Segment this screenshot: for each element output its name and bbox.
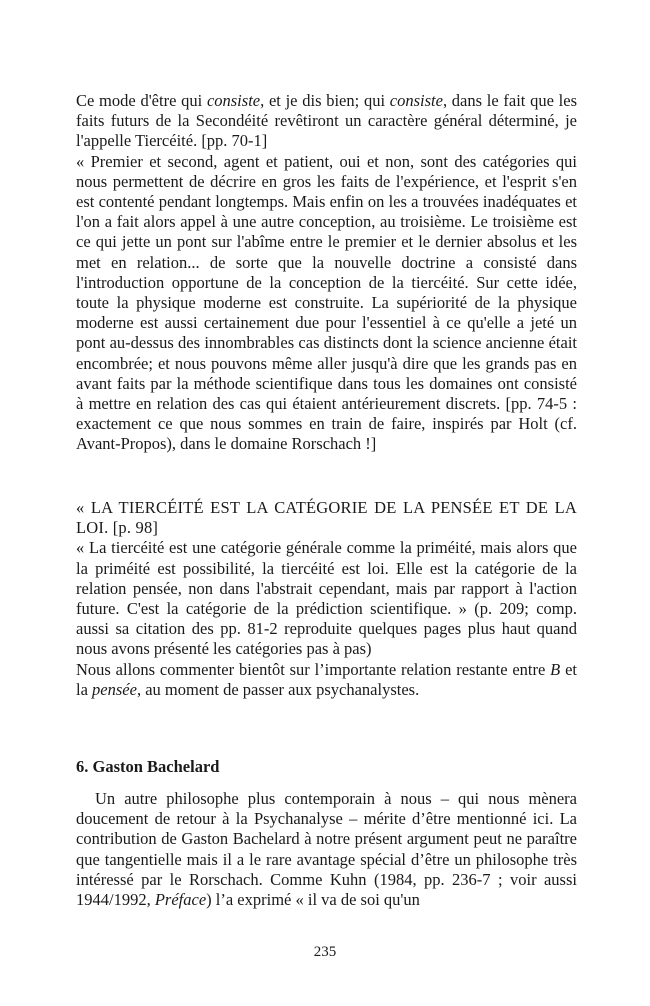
paragraph-tierceite-definition	[76, 91, 577, 152]
emphasis: consiste	[206, 91, 261, 110]
text-run: ) l’a exprimé « il va de soi qu'un	[206, 890, 420, 910]
text-run: , et je dis bien; qui	[260, 91, 390, 110]
paragraph-tierceite-generale: « La tiercéité est une catégorie générale comme la priméité, mais alors que la priméité est possibilité, la tiercéité est loi. Elle est la catégorie de la relation pensée, non dans l'abstrait cependant, mais par rapport à l'action future. C'est la catégorie de la prédiction scientifique. » (p. 209; comp. aussi sa citation des pp. 81-2 reproduite quelques pages plus haut quand nous avons présenté les catégories pas à pas)	[76, 538, 577, 659]
text-run: et la	[76, 659, 577, 699]
paragraph-premier-second: « Premier et second, agent et patient, oui et non, sont des catégories qui nous permettent de décrire en gros les faits de l'expérience, et l'esprit s'en est contenté pendant longtemps. Mais enfin on les a trouvées inadéquates et l'on a fait alors appel à une autre conception, au troisième. Le troisième est ce qui jette un pont sur l'abîme entre le premier et le dernier absolus et les met en relation... de sorte que la nouvelle doctrine a consisté dans l'introduction opportune de la conception de la tiercéité. Sur cette idée, toute la physique moderne est construite. La supériorité de la physique moderne est aussi certainement due pour l'essentiel à ce qu'elle a jeté un pont au-dessus des innombrables cas distincts dont la science ancienne était encombrée; et nous pouvons même aller jusqu'à dire que les grands pas en avant faits par la méthode scientifique dans tous les domaines ont consisté à mettre en relation des cas qui étaient antérieurement discrets. [pp. 74-5 : exactement ce que nous sommes en train de faire, inspirés par Holt (cf. Avant-Propos), dans le domaine Rorschach !]	[76, 151, 577, 454]
text-run: , dans le fait que les faits futurs de la Secondéité revêtiront un caractère général déterminé, je l'appelle Tiercéité. [pp. 70-1]	[76, 91, 577, 151]
paragraph-commentaire	[76, 660, 577, 700]
emphasis: consiste	[389, 91, 443, 110]
emphasis: Préface	[154, 890, 207, 910]
paragraph-bachelard	[76, 789, 577, 910]
section-heading: 6. Gaston Bachelard	[76, 757, 220, 776]
text-run: , au moment de passer aux psychanalystes.	[136, 679, 420, 699]
paragraph-tierceite-loi: « LA TIERCÉITÉ EST LA CATÉGORIE DE LA PENSÉE ET DE LA LOI. [p. 98]	[76, 498, 577, 538]
quote-block-1	[76, 91, 577, 455]
text-run: Ce mode d'être qui	[76, 91, 207, 110]
emphasis: B	[550, 659, 561, 679]
text-run: Nous allons commenter bientôt sur l’importante relation restante entre	[76, 659, 551, 679]
text-run: Un autre philosophe plus contemporain à nous – qui nous mènera doucement de retour à la Psychanalyse – mérite d’être mentionné ici. La contribution de Gaston Bachelard à notre présent argument peut ne paraître que tangentielle mais il a le rare avantage spécial d’être un philosophe très intéressé par le Rorschach. Comme Kuhn (1984, pp. 236-7 ; voir aussi 1944/1992,	[76, 789, 577, 910]
page-number: 235	[313, 944, 337, 960]
quote-block-2	[76, 498, 577, 700]
section-body	[76, 789, 577, 910]
emphasis: pensée	[92, 679, 137, 699]
